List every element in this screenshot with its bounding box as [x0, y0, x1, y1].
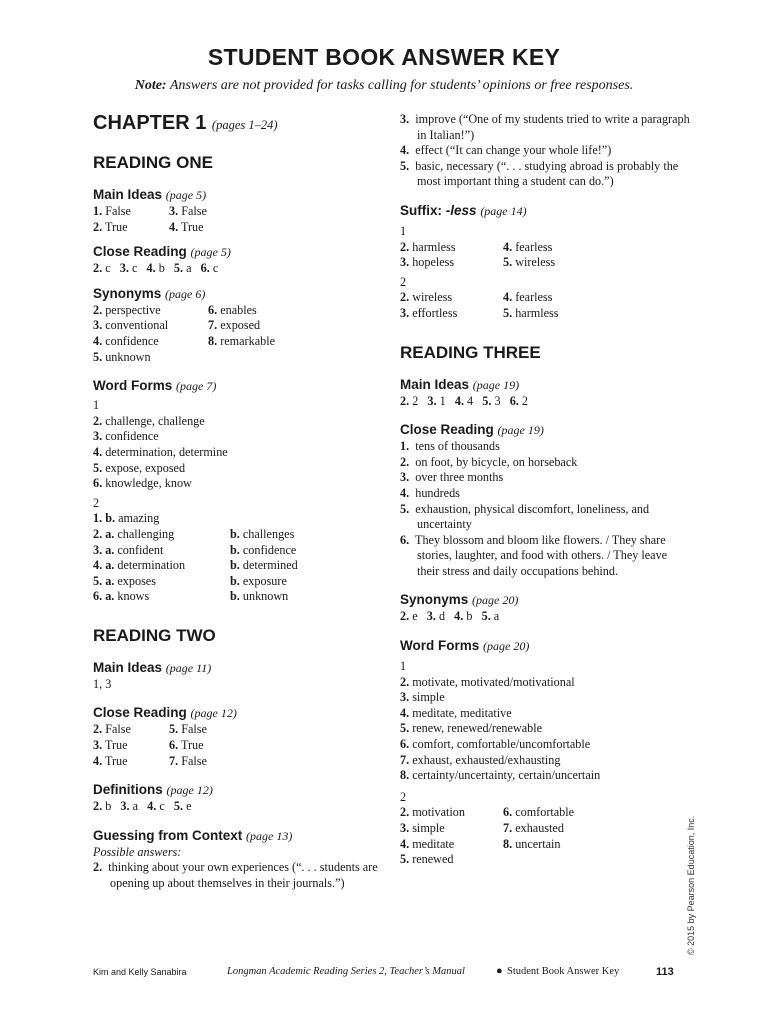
answer-text: motivate, motivated/motivational [412, 674, 575, 689]
section-heading [93, 827, 383, 845]
answer-text: 4. [454, 393, 464, 408]
answer-text: basic, necessary (“. . . studying abroad is probably the most important thing a student can do.”) [415, 158, 679, 189]
answer-text: meditate, meditative [412, 705, 512, 720]
answer-line [400, 502, 690, 533]
answer-text: b. [230, 558, 240, 573]
answer-text: a. [105, 558, 115, 573]
answer-text: True [104, 219, 128, 234]
answer-text: d [438, 609, 446, 624]
answer-text: 5. [400, 721, 410, 736]
answer-text: 4. [147, 799, 157, 814]
answer-text: comfortable [515, 805, 575, 820]
answer-row [93, 204, 383, 220]
answer-text: 6. [93, 476, 103, 491]
answer-text: False [105, 722, 131, 737]
answer-text: perspective [105, 302, 161, 317]
answer-text: 1 [439, 393, 446, 408]
answer-line [93, 589, 383, 605]
answer-text: 3 [494, 393, 501, 408]
answer-text: c [105, 261, 111, 276]
answer-text: a [132, 799, 139, 814]
answer-text: b [105, 799, 112, 814]
answer-text: 2. [93, 261, 103, 276]
answer-text: Synonyms [93, 285, 162, 301]
answer-text: Synonyms [400, 592, 469, 608]
answer-text: wireless [412, 290, 453, 305]
answer-line [400, 112, 690, 143]
chapter-title: CHAPTER 1 [93, 112, 207, 134]
answer-text: a. [105, 589, 115, 604]
answer-text: (page 19) [472, 377, 520, 392]
answer-text: 3. [93, 542, 103, 557]
footer-section: Student Book Answer Key [507, 966, 620, 977]
answer-line [93, 461, 383, 477]
reading-two-heading: READING TWO [93, 625, 216, 645]
group-number: 1 [93, 398, 100, 413]
answer-text: b [466, 609, 473, 624]
answer-text: 3. [93, 318, 103, 333]
answer-text: tens of thousands [415, 439, 500, 454]
answer-text: 2. [93, 302, 103, 317]
answer-line [400, 805, 690, 821]
answer-text: 2. [400, 674, 410, 689]
answer-text: 6. [169, 738, 179, 753]
answer-text: a. [105, 526, 115, 541]
answer-text: enables [220, 302, 257, 317]
answer-text: b [158, 261, 165, 276]
answer-text: 5. [400, 852, 410, 867]
answer-line [400, 753, 690, 769]
answer-text: meditate [412, 836, 455, 851]
answer-text: 5. [173, 799, 184, 814]
answer-text: -less [445, 202, 477, 218]
answer-line [400, 159, 690, 190]
answer-line [400, 255, 690, 271]
answer-text: c [212, 261, 219, 276]
page-title: STUDENT BOOK ANSWER KEY [207, 44, 561, 70]
answer-text: 4. [454, 609, 464, 624]
answer-text: Close Reading [93, 705, 187, 721]
answer-line [93, 350, 383, 366]
answer-text: certainty/uncertainty, certain/uncertain [412, 768, 601, 783]
answer-text: confident [117, 542, 164, 557]
answer-text: 2. [93, 722, 103, 737]
answer-text: 2. [400, 609, 410, 624]
answer-text: 4 [467, 393, 474, 408]
answer-line [93, 860, 385, 891]
answer-line [93, 722, 383, 738]
section-heading [400, 376, 690, 394]
answer-text: 1. [400, 439, 410, 454]
answer-text: hopeless [412, 255, 455, 270]
answer-line [93, 511, 383, 527]
page-number: 113 [656, 966, 674, 978]
answer-text: e [412, 609, 418, 624]
section-heading [93, 781, 383, 799]
answer-text: over three months [415, 470, 504, 485]
answer-text: e [186, 799, 192, 814]
answer-text: Word Forms [400, 638, 480, 654]
answer-line [400, 706, 690, 722]
answer-text: 3. [400, 470, 410, 485]
answer-text: 3. [120, 799, 130, 814]
answer-line [400, 306, 690, 322]
answer-line [400, 439, 690, 455]
answer-line [93, 445, 383, 461]
answer-text: 6. [503, 805, 513, 820]
answer-text: comfort, comfortable/uncomfortable [412, 737, 591, 752]
answer-text: True [104, 738, 128, 753]
answer-text: 5. [503, 305, 513, 320]
footer-authors: Kim and Kelly Sanabira [93, 967, 187, 977]
answer-text: 3. [119, 261, 129, 276]
answer-text: wireless [515, 255, 556, 270]
answer-text: b. [230, 526, 240, 541]
answer-line [93, 429, 383, 445]
answer-text: challenging [117, 526, 175, 541]
answer-text: hundreds [415, 485, 460, 500]
answer-text: 2. [400, 290, 410, 305]
answer-text: 4. [503, 239, 513, 254]
answer-text: 3. [400, 305, 410, 320]
copyright-notice: © 2015 by Pearson Education, Inc. [686, 815, 696, 955]
answer-text: 4. [93, 333, 103, 348]
section-heading [400, 591, 690, 609]
answer-text: determination, determine [105, 444, 228, 459]
answer-text: improve (“One of my students tried to write a paragraph in Italian!”) [415, 112, 690, 142]
answer-line [93, 558, 383, 574]
answer-text: 6. [200, 261, 210, 276]
answer-text: False [181, 204, 207, 218]
answer-text: 5. [173, 261, 184, 276]
answer-text: Word Forms [93, 378, 173, 394]
note [0, 78, 768, 94]
left-column [93, 110, 383, 892]
answer-line [93, 754, 383, 770]
answer-text: 4. [400, 143, 410, 158]
answer-text: 5. [93, 349, 103, 364]
answer-text: motivation [412, 805, 465, 820]
answer-line [93, 738, 383, 754]
answer-text: 3. [400, 112, 410, 126]
answer-row [93, 318, 383, 334]
chapter-heading [93, 110, 383, 140]
answer-text: determination [117, 558, 186, 573]
answer-text: 2. [400, 239, 410, 254]
answer-line [93, 527, 383, 543]
answer-text: 3. [93, 738, 103, 753]
answer-line [400, 821, 690, 837]
note-label: Note: [134, 78, 167, 93]
right-column [400, 112, 690, 868]
answer-text: exposes [117, 573, 156, 588]
answer-text: 3. [400, 690, 410, 705]
answer-line [400, 721, 690, 737]
answer-text: 6. [93, 589, 103, 604]
section-heading [400, 637, 690, 655]
answer-text: 3. [400, 255, 410, 270]
answer-text: unknown [242, 589, 289, 604]
answer-text: uncertain [515, 836, 561, 851]
answer-text: renewed [412, 852, 454, 867]
answer-text: False [181, 753, 207, 768]
answer-text: 8. [208, 333, 218, 348]
answer-line [93, 799, 383, 815]
answer-line [93, 574, 383, 590]
answer-text: 1. [93, 511, 103, 526]
answer-text: (page 19) [497, 423, 544, 438]
answer-text: exhaust, exhausted/exhausting [412, 752, 561, 767]
answer-text: 5. [169, 722, 179, 737]
answer-text: renew, renewed/renewable [412, 721, 542, 736]
answer-text: 1, 3 [93, 676, 112, 691]
answer-text: Suffix: [400, 202, 442, 218]
answer-text: b. [230, 542, 240, 557]
answer-text: 7. [503, 821, 513, 835]
answer-line [93, 476, 383, 492]
answer-text: (page 14) [480, 203, 527, 218]
answer-text: 4. [146, 261, 156, 276]
answer-text: 8. [503, 836, 513, 851]
answer-text: 5. [400, 501, 410, 516]
answer-line [400, 609, 690, 625]
answer-line [400, 240, 690, 256]
answer-text: 4. [400, 836, 410, 851]
answer-text: 5. [93, 573, 103, 588]
answer-text: simple [412, 690, 445, 705]
answer-text: (page 12) [190, 706, 237, 721]
answer-text: 2. [400, 393, 410, 408]
answer-text: challenges [242, 526, 295, 541]
answer-text: conventional [105, 318, 169, 333]
section-heading [93, 186, 383, 204]
answer-text: 4. [400, 485, 410, 500]
answer-text: 6. [509, 393, 519, 408]
answer-line [400, 486, 690, 502]
answer-line [400, 455, 690, 471]
answer-text: a [186, 261, 192, 276]
answer-text: harmless [412, 239, 456, 254]
answer-text: remarkable [220, 333, 275, 348]
bullet-icon: ● [496, 965, 503, 977]
group-number: 2 [93, 495, 100, 510]
answer-text: 1 [400, 659, 407, 674]
answer-text: 2 [412, 393, 419, 408]
answer-text: exhaustion, physical discomfort, loneliness, and uncertainty [415, 501, 650, 532]
answer-text: 3. [400, 821, 410, 835]
answer-text: 7. [400, 752, 410, 767]
footer-series: Longman Academic Reading Series 2, Teacher’s Manual [227, 966, 465, 977]
answer-text: exposed [220, 318, 261, 333]
answer-text: 3. [93, 429, 103, 444]
answer-text: knowledge, know [105, 476, 192, 491]
answer-text: 2. [93, 219, 103, 234]
answer-line [400, 690, 690, 706]
answer-text: 2. [93, 413, 103, 428]
answer-text: 3. [169, 204, 179, 218]
answer-text: 4. [400, 705, 410, 720]
answer-line [400, 737, 690, 753]
answer-text: Definitions [93, 782, 163, 798]
answer-text: 4. [93, 753, 103, 768]
answer-text: True [180, 219, 204, 234]
answer-row [93, 303, 383, 319]
answer-text: They blossom and bloom like flowers. / They share stories, laughter, and food with others. / They leave their stress and daily occupations behind. [415, 532, 668, 578]
answer-text: 4. [503, 290, 513, 305]
section-heading [400, 202, 690, 220]
answer-text: confidence [105, 429, 159, 444]
answer-text: b. [105, 511, 116, 526]
answer-line [400, 675, 690, 691]
answer-text: 1 [400, 223, 407, 238]
answer-text: effortless [412, 305, 458, 320]
answer-text: exhausted [515, 821, 564, 835]
answer-text: a. [105, 573, 115, 588]
answer-text: confidence [105, 333, 159, 348]
answer-text: (page 5) [190, 245, 231, 260]
answer-text: challenge, challenge [105, 413, 205, 428]
answer-line [400, 394, 690, 410]
answer-text: Possible answers: [93, 844, 182, 859]
answer-text: 5. [482, 393, 492, 408]
section-heading [93, 285, 383, 303]
section-heading [400, 421, 690, 439]
answer-text: a. [105, 542, 115, 557]
answer-text: c [159, 799, 165, 814]
answer-text: True [104, 753, 128, 768]
chapter-pages: (pages 1–24) [211, 118, 278, 132]
answer-row [93, 334, 383, 350]
answer-text: 5. [400, 158, 410, 173]
answer-text: expose, exposed [105, 460, 186, 475]
answer-line [400, 143, 690, 159]
answer-text: (page 5) [165, 188, 207, 202]
answer-text: thinking about your own experiences (“. . . students are opening up about themselves in their journals.”) [108, 860, 378, 891]
section-heading [93, 243, 383, 261]
answer-line [400, 470, 690, 486]
answer-text: (page 7) [176, 379, 217, 394]
answer-text: 2 [400, 274, 407, 289]
answer-row [93, 220, 383, 236]
answer-text: b. [230, 589, 240, 604]
answer-text: 2 [521, 393, 528, 408]
answer-text: (page 20) [472, 593, 519, 608]
answer-text: Guessing from Context [93, 827, 243, 843]
answer-text: a [493, 609, 500, 624]
answer-text: 6. [400, 532, 410, 547]
answer-text: False [105, 204, 131, 218]
answer-text: 1. [93, 204, 103, 218]
answer-text: fearless [515, 239, 553, 254]
answer-text: knows [117, 589, 150, 604]
answer-text: 2 [400, 789, 407, 804]
section-heading [93, 377, 383, 395]
answer-text: effect (“It can change your whole life!”) [415, 143, 612, 158]
answer-text: determined [242, 558, 298, 573]
answer-text: True [180, 738, 204, 753]
section-heading [93, 659, 383, 677]
answer-line [400, 852, 690, 868]
answer-text: (page 13) [246, 828, 293, 843]
answer-text: 5. [503, 255, 513, 270]
answer-text: 6. [208, 302, 218, 317]
answer-text: (page 6) [165, 286, 206, 301]
answer-text: 2. [93, 526, 103, 541]
answer-text: Main Ideas [93, 187, 163, 202]
answer-text: c [131, 261, 138, 276]
reading-one-heading: READING ONE [93, 153, 213, 172]
answer-text: (page 12) [166, 783, 213, 798]
answer-text: 3. [426, 609, 436, 624]
answer-text: 2. [400, 805, 410, 820]
answer-text: (page 11) [165, 660, 212, 675]
answer-text: 2. [93, 799, 103, 814]
answer-text: on foot, by bicycle, on horseback [415, 454, 578, 469]
answer-line [93, 261, 383, 277]
answer-text: confidence [242, 542, 297, 557]
answer-text: 2. [400, 454, 410, 469]
reading-three-heading: READING THREE [400, 342, 541, 362]
answer-text: exposure [242, 573, 287, 588]
answer-text: 5. [93, 460, 103, 475]
answer-line [93, 543, 383, 559]
answer-text: Main Ideas [400, 376, 470, 392]
answer-text: fearless [515, 290, 553, 305]
answer-text: 4. [93, 444, 103, 459]
answer-text: 3. [427, 393, 437, 408]
answer-text: 7. [208, 318, 218, 333]
answer-text: b. [230, 573, 240, 588]
answer-text: harmless [515, 305, 559, 320]
answer-text: False [181, 722, 207, 737]
answer-text: 7. [169, 753, 179, 768]
answer-text: Close Reading [93, 244, 187, 260]
answer-text: 6. [400, 737, 410, 752]
answer-line [400, 837, 690, 853]
answer-text: simple [412, 821, 445, 835]
answer-text: 8. [400, 768, 410, 783]
answer-text: (page 20) [483, 639, 530, 654]
answer-text: 5. [481, 609, 491, 624]
section-heading [93, 704, 383, 722]
answer-line [400, 533, 690, 580]
answer-text: amazing [118, 511, 160, 526]
answer-line [400, 290, 690, 306]
answer-line [400, 768, 690, 784]
answer-text: Main Ideas [93, 659, 163, 675]
note-text: Answers are not provided for tasks calling for students’ opinions or free responses. [169, 78, 634, 93]
answer-text: 2. [93, 860, 103, 875]
answer-text: unknown [105, 349, 151, 364]
answer-text: Close Reading [400, 422, 494, 438]
answer-text: 4. [93, 558, 103, 573]
answer-text: 4. [169, 219, 179, 234]
answer-line [93, 414, 383, 430]
